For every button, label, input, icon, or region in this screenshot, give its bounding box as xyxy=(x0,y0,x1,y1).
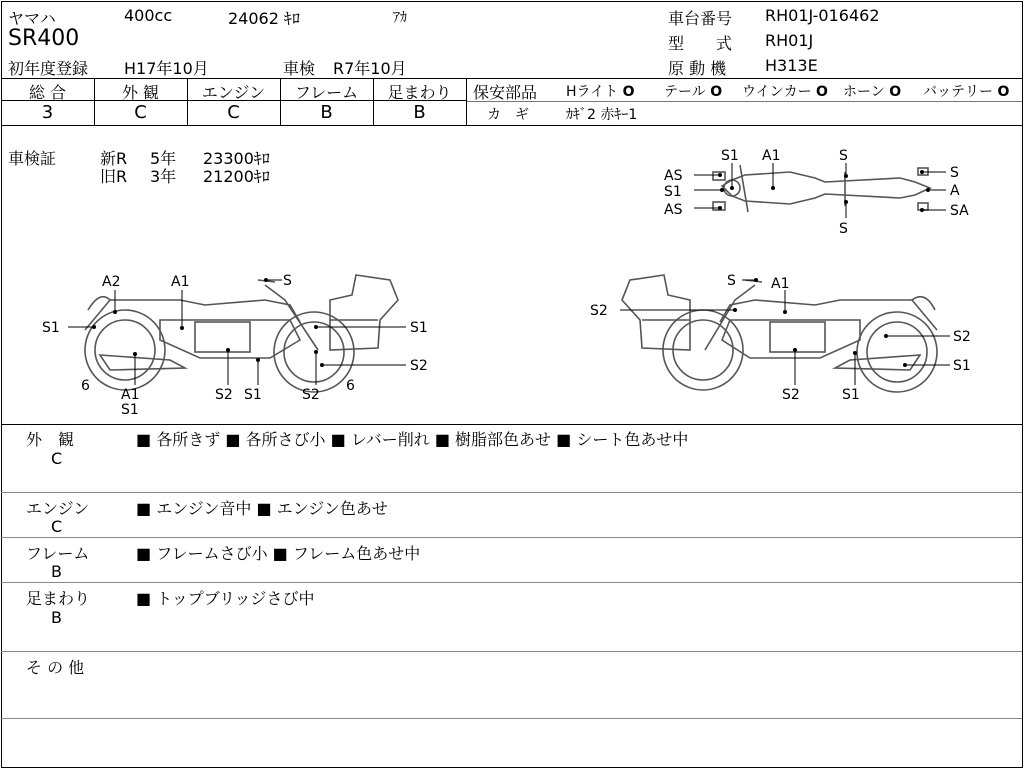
diagram-label: S2 xyxy=(782,387,800,403)
key-label: カ ギ xyxy=(487,107,529,123)
comment-title-suspension: 足まわり xyxy=(26,589,91,608)
inspection-value: R7年10月 xyxy=(333,59,407,78)
comment-divider xyxy=(1,582,1022,583)
diagram-label: SA xyxy=(950,203,969,219)
frame-number-value: RH01J-016462 xyxy=(765,6,880,25)
diagram-label: S xyxy=(839,221,848,237)
grade-header-exterior: 外 観 xyxy=(121,83,160,102)
diagram-label: S1 xyxy=(664,184,682,200)
frame-number-label: 車台番号 xyxy=(668,9,733,28)
diagram-label: S xyxy=(727,273,736,289)
comment-items-exterior: ■ 各所きず ■ 各所さび小 ■ レバー削れ ■ 樹脂部色あせ ■ シート色あせ中 xyxy=(136,430,689,449)
grade-table-top-border xyxy=(1,78,1022,79)
battery-mark: O xyxy=(997,84,1010,100)
type-label: 型 式 xyxy=(668,34,733,53)
color: ｱｶ xyxy=(393,10,407,26)
shaken-new-km: 23300ｷﾛ xyxy=(203,149,270,168)
diagram-label: S2 xyxy=(953,329,971,345)
comment-grade-frame: B xyxy=(51,562,62,581)
first-registration-value: H17年10月 xyxy=(124,59,209,78)
safety-headlight: Hライト O xyxy=(566,84,635,100)
displacement: 400cc xyxy=(124,6,173,25)
inspection-label: 車検 xyxy=(283,59,316,78)
diagram-label: A1 xyxy=(121,387,140,403)
comment-title-frame: フレーム xyxy=(26,544,90,563)
safety-horn: ホーン O xyxy=(843,84,902,100)
shaken-new-years: 5年 xyxy=(150,149,177,168)
comment-grade-suspension: B xyxy=(51,608,62,627)
diagram-label: S xyxy=(950,165,959,181)
diagram-label: 6 xyxy=(81,378,90,394)
diagram-label: A1 xyxy=(762,148,781,164)
key-value: ｶｷﾞ2 赤ｷｰ1 xyxy=(566,107,638,123)
comment-divider xyxy=(1,651,1022,652)
safety-battery: バッテリー O xyxy=(923,84,1010,100)
grade-header-frame: フレーム xyxy=(294,83,359,102)
grade-header-engine: エンジン xyxy=(201,83,266,102)
comment-grade-engine: C xyxy=(51,517,63,536)
safety-parts-label: 保安部品 xyxy=(473,83,538,102)
first-registration-label: 初年度登録 xyxy=(8,59,89,78)
diagram-label: 6 xyxy=(346,378,355,394)
comment-items-engine: ■ エンジン音中 ■ エンジン色あせ xyxy=(136,499,388,518)
diagram-label: S1 xyxy=(953,358,971,374)
diagram-label: S1 xyxy=(410,320,428,336)
mileage: 24062 ｷﾛ xyxy=(228,9,300,28)
shaken-old-years: 3年 xyxy=(150,167,177,186)
damage-diagram xyxy=(0,126,1024,424)
headlight-mark: O xyxy=(622,84,635,100)
taillight-mark: O xyxy=(710,84,723,100)
bike-top-view xyxy=(713,165,930,212)
diagram-label: A2 xyxy=(102,274,121,290)
diagram-label: A1 xyxy=(171,274,190,290)
diagram-label: S1 xyxy=(42,320,60,336)
diagram-label: A1 xyxy=(771,276,790,292)
shaken-label: 車検証 xyxy=(8,149,57,168)
grade-value-engine: C xyxy=(227,102,240,123)
diagram-label: S2 xyxy=(590,303,608,319)
grade-header-suspension: 足まわり xyxy=(387,83,452,102)
engine-model-label: 原 動 機 xyxy=(668,59,727,78)
comment-grade-exterior: C xyxy=(51,449,63,468)
grade-header-overall: 総 合 xyxy=(28,83,67,102)
top-view-markers xyxy=(694,163,946,218)
safety-winker: ウインカー O xyxy=(742,84,828,100)
type-value: RH01J xyxy=(765,31,814,50)
maker: ヤマハ xyxy=(8,9,56,28)
diagram-label: S1 xyxy=(721,148,739,164)
diagram-label: S1 xyxy=(244,387,262,403)
safety-taillight: テール O xyxy=(664,84,723,100)
diagram-label: S1 xyxy=(121,402,139,418)
comment-title-engine: エンジン xyxy=(26,499,90,518)
comment-title-exterior: 外 観 xyxy=(26,430,75,449)
shaken-old-km: 21200ｷﾛ xyxy=(203,167,270,186)
grade-col-divider xyxy=(466,78,467,125)
grade-value-suspension: B xyxy=(413,102,426,123)
diagram-label: S2 xyxy=(215,387,233,403)
engine-model-value: H313E xyxy=(765,56,818,75)
winker-mark: O xyxy=(816,84,828,100)
comment-items-suspension: ■ トップブリッジさび中 xyxy=(136,589,315,608)
diagram-label: AS xyxy=(664,168,683,184)
diagram-label: S xyxy=(283,273,292,289)
diagram-label: S2 xyxy=(410,358,428,374)
bike-right-view xyxy=(622,275,937,392)
horn-mark: O xyxy=(889,84,902,100)
comment-divider xyxy=(1,718,1022,719)
comment-title-other: そ の 他 xyxy=(26,658,85,677)
diagram-label: S1 xyxy=(842,387,860,403)
shaken-new-kind: 新R xyxy=(100,149,128,168)
comment-divider xyxy=(1,492,1022,493)
diagram-label: AS xyxy=(664,202,683,218)
left-view-markers xyxy=(68,278,406,385)
diagram-label: A xyxy=(950,183,960,199)
shaken-old-kind: 旧R xyxy=(100,167,128,186)
diagram-label: S2 xyxy=(302,387,320,403)
safety-row-divider xyxy=(466,101,1022,102)
grade-value-frame: B xyxy=(320,102,333,123)
comments-top-border xyxy=(1,424,1022,425)
model-name: SR400 xyxy=(8,26,80,51)
grade-value-overall: 3 xyxy=(41,102,54,123)
bike-left-view xyxy=(85,275,398,392)
comment-divider xyxy=(1,537,1022,538)
grade-value-exterior: C xyxy=(134,102,147,123)
diagram-label: S xyxy=(839,148,848,164)
comment-items-frame: ■ フレームさび小 ■ フレーム色あせ中 xyxy=(136,544,421,563)
